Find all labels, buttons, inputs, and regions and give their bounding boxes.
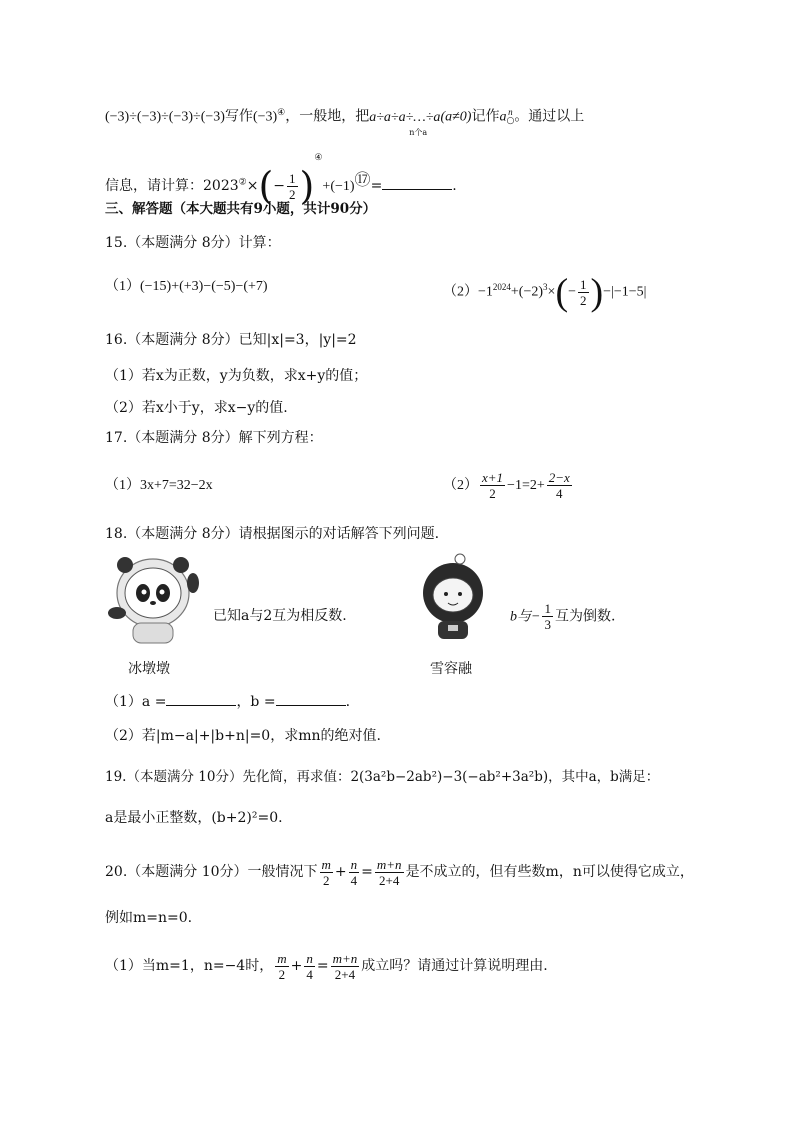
blank-b <box>276 691 346 706</box>
intro-line-2: 信息，请计算：2023②×(− $\frac{1}{2}$ )④+(−1)⑰= . <box>105 153 457 208</box>
times-sign: × <box>246 178 259 194</box>
shueyrhonrhon-image <box>412 551 494 643</box>
circle-marker-a: ② <box>238 177 247 188</box>
division-chain: (−3)÷(−3)÷(−3)÷(−3) <box>105 109 225 125</box>
general-text: ，一般地，把 <box>285 108 370 125</box>
plus-neg-one: +(−1) <box>322 179 355 194</box>
circle-marker-b: ④ <box>314 153 323 163</box>
notation-base: (−3) <box>252 109 278 125</box>
q20-line2: 例如m=n=0. <box>105 910 193 926</box>
intro-line-1 <box>105 103 585 137</box>
compute-prefix: 信息，请计算：2023 <box>105 178 239 194</box>
blank-a <box>166 691 236 706</box>
end-text: 。通过以上 <box>514 108 585 125</box>
n-a-underbrace: n个a <box>409 127 428 137</box>
condition: (a≠0) <box>440 109 472 125</box>
half-fraction: $\frac{1}{2}$ <box>289 170 296 202</box>
circle-sub: ○ <box>506 115 515 126</box>
q16-heading: 16.（本题满分 8分）已知|x|=3，|y|=2 <box>105 332 357 348</box>
circle-17: ⑰ <box>354 170 371 189</box>
q18-part2: （2）若|m−a|+|b+n|=0，求mn的绝对值. <box>105 728 381 744</box>
q16-part1: （1）若x为正数，y为负数，求x+y的值； <box>105 368 368 384</box>
q20-part1: （1）当m=1，n=−4时， $\frac{m}{2}$ + $\frac{n}{4}$ = $\frac{m+n}{2+4}$ 成立吗？请通过计算说明理由. <box>105 950 548 982</box>
q17-heading: 17.（本题满分 8分）解下列方程： <box>105 430 323 446</box>
write-as-text: 写作 <box>224 108 253 125</box>
bingdwendwen-image <box>103 553 203 645</box>
q15-part1: （1）(−15)+(+3)−(−5)−(+7) <box>105 279 268 294</box>
answer-blank <box>382 175 452 190</box>
q15-heading: 15.（本题满分 8分）计算： <box>105 235 281 251</box>
q19-line2: a是最小正整数，(b+2)²=0. <box>105 810 283 826</box>
section-3-heading: 三、解答题（本大题共有9小题，共计90分） <box>105 201 377 217</box>
circle-4-marker: ④ <box>277 108 286 118</box>
q17-part1: （1）3x+7=32−2x <box>105 478 213 493</box>
q19-line1: 19.（本题满分 10分）先化简，再求值：2(3a²b−2ab²)−3(−ab²+3a²b)，其中a，b满足： <box>105 769 660 785</box>
q16-part2: （2）若x小于y，求x−y的值. <box>105 400 288 416</box>
general-expression: a÷a÷a÷…÷a <box>369 109 441 125</box>
equals: = <box>370 178 383 194</box>
speech-bing: 已知a与2互为相反数. <box>213 608 347 624</box>
n-sup: n <box>508 106 513 117</box>
name-bingdwendwen: 冰墩墩 <box>128 661 170 677</box>
q18-heading: 18.（本题满分 8分）请根据图示的对话解答下列问题. <box>105 526 440 542</box>
a-symbol: a <box>499 109 507 125</box>
q17-part2: （2） $\frac{x+1}{2}$ −1=2+ $\frac{2-x}{4}$ <box>443 470 570 502</box>
write-as-text-2: 记作 <box>471 108 500 125</box>
speech-shuey: b与− $\frac{1}{3}$ 互为倒数. <box>510 601 616 632</box>
q20-line1: 20.（本题满分 10分）一般情况下 $\frac{m}{2}$ + $\frac{n}{4}$ = $\frac{m+n}{2+4}$ 是不成立的，但有些数m，n可以使得它成立， <box>105 856 694 888</box>
q15-part2: $(2)-1^{2024}+(-2)^3\times(-$ $\frac{1}{2}$ )−|−1−5| <box>443 271 647 314</box>
q18-part1: （1）a = ，b = . <box>105 691 350 712</box>
name-shueyrhonrhon: 雪容融 <box>430 661 472 677</box>
period: . <box>452 178 457 194</box>
